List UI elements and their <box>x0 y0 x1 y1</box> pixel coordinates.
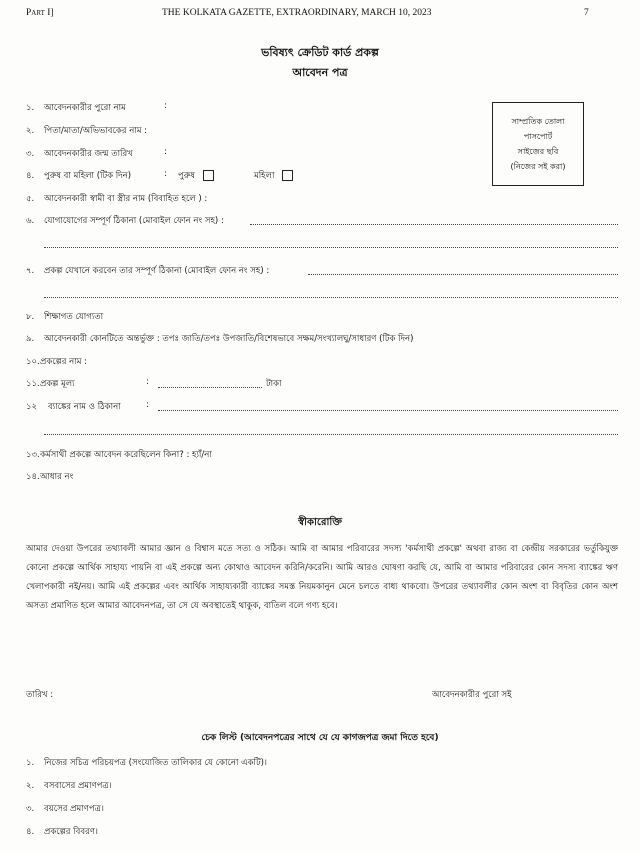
photo-box-line: (নিজের সই করা) <box>510 162 566 171</box>
field-number: ৯. <box>26 334 35 344</box>
contact-address-line[interactable] <box>44 238 618 248</box>
form-subtitle: আবেদন পত্র <box>292 66 348 79</box>
field-gender <box>0 169 640 183</box>
field-applicant-name <box>0 101 640 115</box>
field-label: প্রকল্পের নাম : <box>40 357 87 367</box>
checklist-number: ১. <box>26 758 35 768</box>
field-project-cost <box>0 377 640 391</box>
gender-option-label: মহিলা <box>254 171 275 181</box>
checklist-number: ৪. <box>26 827 35 837</box>
field-number: ৩. <box>26 149 35 159</box>
field-number: ১২ <box>26 402 38 412</box>
field-label: পিতা/মাতা/অভিভাবকের নাম : <box>44 126 148 136</box>
photo-box-line: পাসপোর্ট <box>523 132 553 141</box>
field-category <box>0 332 640 346</box>
field-number: ৫. <box>26 194 35 204</box>
page-number: 7 <box>584 8 589 18</box>
checklist-text: বয়সের প্রমাণপত্র। <box>44 804 104 814</box>
photo-box-line: সাইজের ছবি <box>517 147 559 156</box>
checklist-text: প্রকল্পের বিবরণ। <box>44 827 98 837</box>
checklist-heading: চেক লিস্ট (আবেদনপত্রের সাথে যে যে কাগজপত্র জমা দিতে হবে) <box>201 733 439 743</box>
field-education <box>0 310 640 324</box>
field-label: প্রকল্প যেখানে করবেন তার সম্পূর্ণ ঠিকানা (মোবাইল ফোন নং সহ) : <box>44 266 270 276</box>
field-label: প্রকল্প মূল্য <box>40 379 75 389</box>
field-number: ৬. <box>26 216 35 226</box>
checklist-number: ২. <box>26 781 35 791</box>
field-label: আধার নং <box>40 472 74 482</box>
checklist-item <box>0 802 640 816</box>
field-label: আবেদনকারীর পুরো নাম <box>44 103 126 113</box>
field-number: ১৩. <box>26 450 40 460</box>
gender-option-female <box>254 169 293 183</box>
field-label: শিক্ষাগত যোগ্যতা <box>44 312 104 322</box>
contact-address-line[interactable] <box>250 215 618 225</box>
field-guardian-name <box>0 124 640 138</box>
field-label: আবেদনকারীর জন্ম তারিখ <box>44 149 133 159</box>
male-checkbox[interactable] <box>203 170 214 181</box>
field-label: যোগাযোগের সম্পূর্ণ ঠিকানা (মোবাইল ফোন নং সহ) : <box>44 216 224 226</box>
project-address-line[interactable] <box>44 288 618 298</box>
field-number: ৮. <box>26 312 35 322</box>
field-colon: : <box>164 101 167 111</box>
field-colon: : <box>146 377 149 387</box>
gender-option-label: পুরুষ <box>178 171 195 181</box>
checklist-item <box>0 825 640 839</box>
currency-unit: টাকা <box>266 379 282 389</box>
field-label: কর্মসাথী প্রকল্পে আবেদন করেছিলেন কিনা? : হ্যাঁ/না <box>40 450 212 460</box>
declaration-text: আমার দেওয়া উপরের তথ্যাবলী আমার জ্ঞান ও বিশ্বাস মতে সত্য ও সঠিক। আমি বা আমার পরিবারের সদস্য 'কর্মসাথী প্রকল্পে' অথবা রাজ্য বা কেন্দ্রীয় সরকারের ভর্তুকিযুক্ত কোনো প্রকল্পে আর্থিক সাহায্য পায়নি বা এই প্রকল্পে অন্য কোথাও আবেদন করিনি/করেনি। আমি আরও ঘোষণা করছি যে, আমি বা আমার পরিবারের কোন সদস্য ব্যাঙ্কের ঋণ খেলাপকারী নই/নয়। আমি এই প্রকল্পের এবং আর্থিক সাহায্যকারী ব্যাঙ্কের সমস্ত নিয়মকানুন মেনে চলতে বাধ্য থাকবো। উপরের তথ্যাবলীর কোন অংশ বা বিবৃতির কোন অংশ অসত্য প্রমাণিত হলে আমার আবেদনপত্র, তা সে যে অবস্থাতেই থাকুক, বাতিল বলে গণ্য হবে। <box>26 544 618 611</box>
bank-line[interactable] <box>158 401 618 411</box>
field-label: পুরুষ বা মহিলা (টিক দিন) <box>44 171 132 181</box>
signature-label: আবেদনকারীর পুরো সই <box>432 690 512 700</box>
field-number: ৭. <box>26 266 35 276</box>
field-spouse-name <box>0 192 640 206</box>
field-number: ৪. <box>26 171 35 181</box>
field-aadhaar <box>0 470 640 484</box>
declaration-heading: স্বীকারোক্তি <box>298 517 342 528</box>
photo-box-line: সাম্প্রতিক তোলা <box>511 117 565 126</box>
field-project-name <box>0 355 640 369</box>
field-label: আবেদনকারী কোনটিতে অন্তর্ভুক্ত : তপঃ জাতি/তপঃ উপজাতি/বিশেষভাবে সক্ষম/সংখ্যালঘু/সাধারণ (টিক দিন) <box>44 334 414 344</box>
form-title: ভবিষ্যৎ ক্রেডিট কার্ড প্রকল্প <box>261 46 379 59</box>
field-number: ১১. <box>26 379 40 389</box>
field-label: আবেদনকারী স্বামী বা স্ত্রীর নাম (বিবাহিত হলে ) : <box>44 194 208 204</box>
checklist-number: ৩. <box>26 804 35 814</box>
field-date-of-birth <box>0 147 640 161</box>
field-karmasathi <box>0 448 640 462</box>
female-checkbox[interactable] <box>282 170 293 181</box>
checklist-text: নিজের সচিত্র পরিচয়পত্র (সংযোজিত তালিকার যে কোনো একটি)। <box>44 758 267 768</box>
checklist-item <box>0 779 640 793</box>
field-number: ১৪. <box>26 472 40 482</box>
field-colon: : <box>164 169 167 179</box>
bank-line[interactable] <box>44 425 618 435</box>
field-colon: : <box>146 400 149 410</box>
field-number: ১০. <box>26 357 40 367</box>
gazette-header: THE KOLKATA GAZETTE, EXTRAORDINARY, MARCH 10, 2023 <box>162 8 432 18</box>
field-colon: : <box>164 147 167 157</box>
project-cost-line[interactable] <box>158 378 262 388</box>
project-address-line[interactable] <box>308 265 618 275</box>
field-number: ২. <box>26 126 35 136</box>
checklist-item <box>0 756 640 770</box>
gender-option-male <box>178 169 214 183</box>
field-number: ১. <box>26 103 35 113</box>
checklist-text: বসবাসের প্রমাণপত্র। <box>44 781 112 791</box>
date-label: তারিখ : <box>26 690 54 700</box>
page-part-label: Part I] <box>26 8 54 18</box>
field-label: ব্যাঙ্কের নাম ও ঠিকানা <box>48 402 121 412</box>
